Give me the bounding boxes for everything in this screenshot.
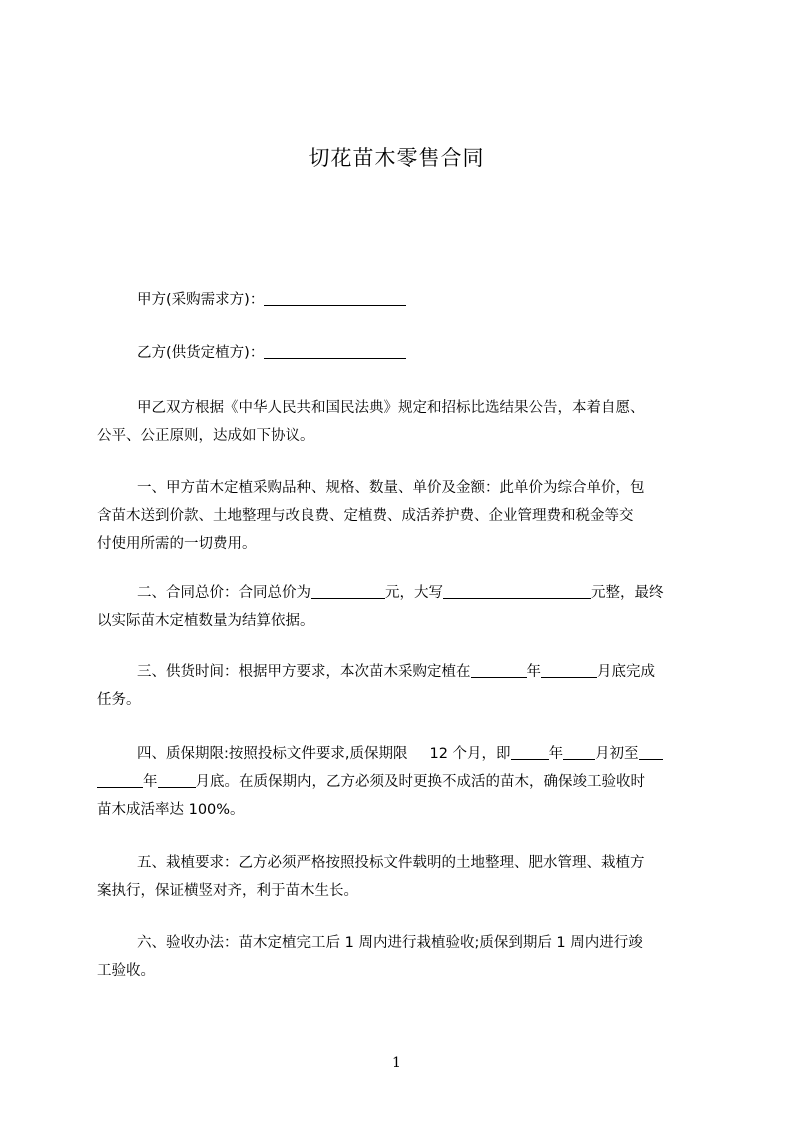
- clause-3-line-2: 任务。: [97, 692, 141, 708]
- clause-5-line-1: [97, 849, 707, 877]
- clause-3-part-3: 月底完成: [597, 664, 655, 680]
- intro-text-1: 甲乙双方根据《中华人民共和国民法典》规定和招标比选结果公告，本着自愿、: [137, 400, 645, 416]
- clause-4-line-3: 苗木成活率达 100%。: [97, 802, 245, 818]
- party-a-label: 甲方(采购需求方)：: [137, 292, 265, 308]
- clause-3-part-2: 年: [526, 664, 541, 680]
- clause-4-line-1: [97, 740, 707, 768]
- clause-2-line-1: [97, 579, 707, 607]
- party-b-blank[interactable]: [264, 344, 406, 359]
- clause-4-part-2: 12 个月，即: [429, 746, 511, 762]
- clause-2-part-2: 元，大写: [385, 585, 443, 601]
- clause-6-text-1: 六、验收办法：苗木定植完工后 1 周内进行栽植验收;质保到期后 1 周内进行竣: [137, 935, 643, 951]
- warranty-end-year-blank[interactable]: [97, 773, 143, 788]
- warranty-end-year-blank-start[interactable]: [639, 745, 663, 760]
- clause-1-line-3: 付使用所需的一切费用。: [97, 536, 257, 552]
- clause-2-line-2: 以实际苗木定植数量为结算依据。: [97, 613, 315, 629]
- supply-month-blank[interactable]: [541, 663, 597, 678]
- clause-1-text-1: 一、甲方苗木定植采购品种、规格、数量、单价及金额：此单价为综合单价，包: [137, 480, 645, 496]
- clause-5-text-1: 五、栽植要求：乙方必须严格按照投标文件载明的土地整理、肥水管理、栽植方: [137, 855, 645, 871]
- supply-year-blank[interactable]: [471, 663, 527, 678]
- warranty-end-month-blank[interactable]: [158, 773, 196, 788]
- party-a-line: [97, 286, 707, 314]
- total-price-uppercase-blank[interactable]: [443, 584, 591, 599]
- clause-3-line-1: [97, 658, 707, 686]
- page-number: 1: [392, 1055, 401, 1071]
- clause-4-part-4: 月初至: [595, 746, 639, 762]
- clause-2-part-3: 元整，最终: [591, 585, 664, 601]
- clause-3-part-1: 三、供货时间：根据甲方要求，本次苗木采购定植在: [137, 664, 471, 680]
- clause-4-part-1: 四、质保期限:按照投标文件要求,质保期限: [137, 746, 408, 762]
- party-b-line: [97, 339, 707, 367]
- clause-1-line-1: [97, 474, 707, 502]
- document-title: 切花苗木零售合同: [308, 146, 485, 170]
- clause-6-line-1: [97, 929, 707, 957]
- clause-2-part-1: 二、合同总价：合同总价为: [137, 585, 311, 601]
- party-a-blank[interactable]: [264, 291, 406, 306]
- intro-line-1: [97, 394, 707, 422]
- clause-4-part-6: 月底。在质保期内，乙方必须及时更换不成活的苗木，确保竣工验收时: [195, 774, 645, 790]
- clause-4-part-5: 年: [143, 774, 158, 790]
- intro-line-2: 公平、公正原则，达成如下协议。: [97, 428, 315, 444]
- clause-5-line-2: 案执行，保证横竖对齐，利于苗木生长。: [97, 883, 358, 899]
- warranty-start-year-blank[interactable]: [511, 745, 549, 760]
- warranty-start-month-blank[interactable]: [563, 745, 595, 760]
- clause-4-line-2: [97, 768, 707, 796]
- clause-4-part-3: 年: [548, 746, 564, 762]
- clause-1-line-2: 含苗木送到价款、土地整理与改良费、定植费、成活养护费、企业管理费和税金等交: [97, 508, 634, 524]
- party-b-label: 乙方(供货定植方)：: [137, 345, 265, 361]
- total-price-blank[interactable]: [311, 584, 385, 599]
- clause-6-line-2: 工验收。: [97, 963, 155, 979]
